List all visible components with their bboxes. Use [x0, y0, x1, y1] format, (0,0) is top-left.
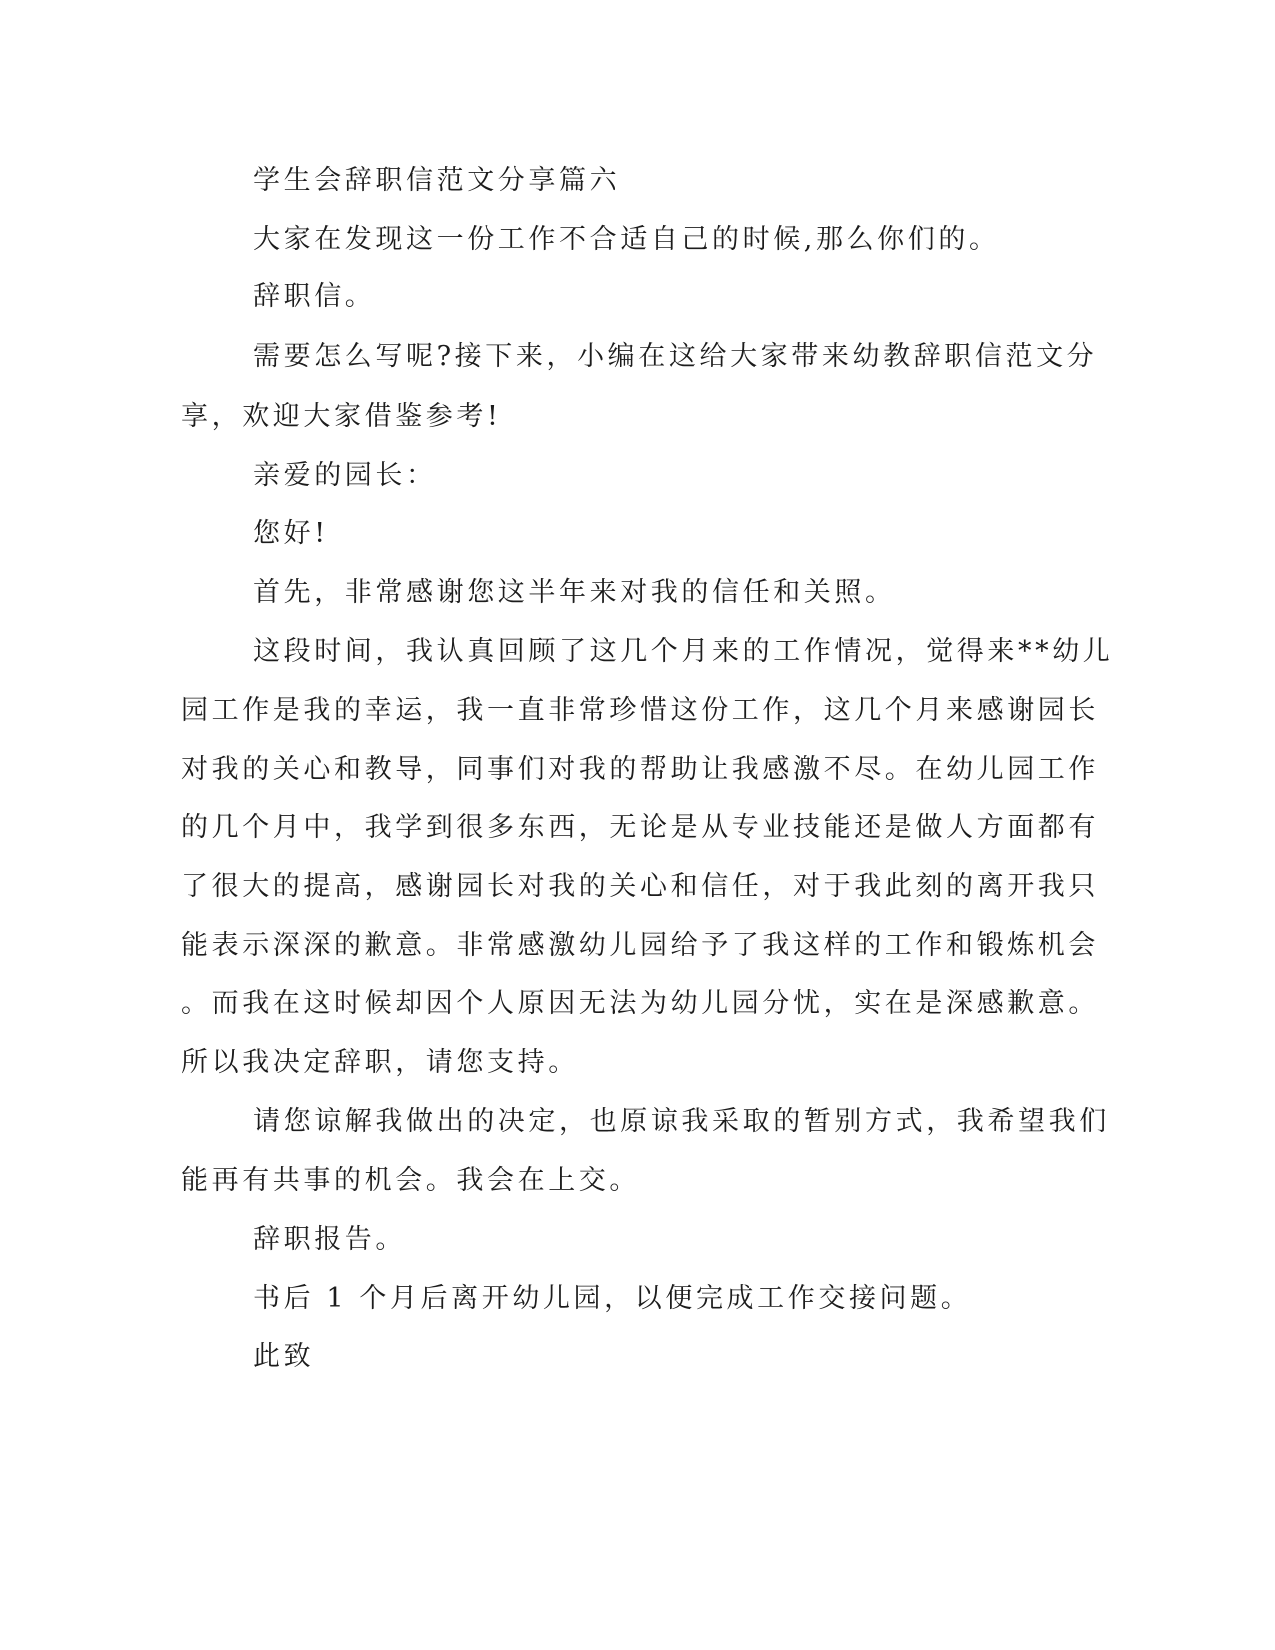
paragraph-line: 需要怎么写呢?接下来，小编在这给大家带来幼教辞职信范文分: [253, 341, 1098, 372]
paragraph-line: 大家在发现这一份工作不合适自己的时候,那么你们的。: [253, 224, 1000, 255]
paragraph-line: 。而我在这时候却因个人原因无法为幼儿园分忧，实在是深感歉意。: [181, 988, 1099, 1019]
paragraph-line: 辞职报告。: [253, 1224, 406, 1255]
paragraph-line: 所以我决定辞职，请您支持。: [181, 1047, 579, 1078]
document-title: 学生会辞职信范文分享篇六: [253, 165, 621, 196]
paragraph-line: 这段时间，我认真回顾了这几个月来的工作情况，觉得来**幼儿: [253, 636, 1114, 667]
paragraph-line: 的几个月中，我学到很多东西，无论是从专业技能还是做人方面都有: [181, 812, 1099, 843]
paragraph-line: 能再有共事的机会。我会在上交。: [181, 1165, 640, 1196]
greeting: 您好!: [253, 518, 329, 549]
paragraph-line: 首先，非常感谢您这半年来对我的信任和关照。: [253, 577, 896, 608]
paragraph-line: 园工作是我的幸运，我一直非常珍惜这份工作，这几个月来感谢园长: [181, 695, 1099, 726]
salutation: 亲爱的园长：: [253, 460, 437, 491]
paragraph-line: 请您谅解我做出的决定，也原谅我采取的暂别方式，我希望我们: [253, 1106, 1110, 1137]
paragraph-line: 能表示深深的歉意。非常感激幼儿园给予了我这样的工作和锻炼机会: [181, 930, 1099, 961]
closing: 此致: [253, 1341, 315, 1372]
paragraph-line: 对我的关心和教导，同事们对我的帮助让我感激不尽。在幼儿园工作: [181, 754, 1099, 785]
paragraph-line: 了很大的提高，感谢园长对我的关心和信任，对于我此刻的离开我只: [181, 871, 1099, 902]
paragraph-line: 书后 1 个月后离开幼儿园，以便完成工作交接问题。: [253, 1283, 972, 1314]
paragraph-line: 辞职信。: [253, 281, 376, 312]
paragraph-line: 享，欢迎大家借鉴参考!: [181, 401, 502, 432]
